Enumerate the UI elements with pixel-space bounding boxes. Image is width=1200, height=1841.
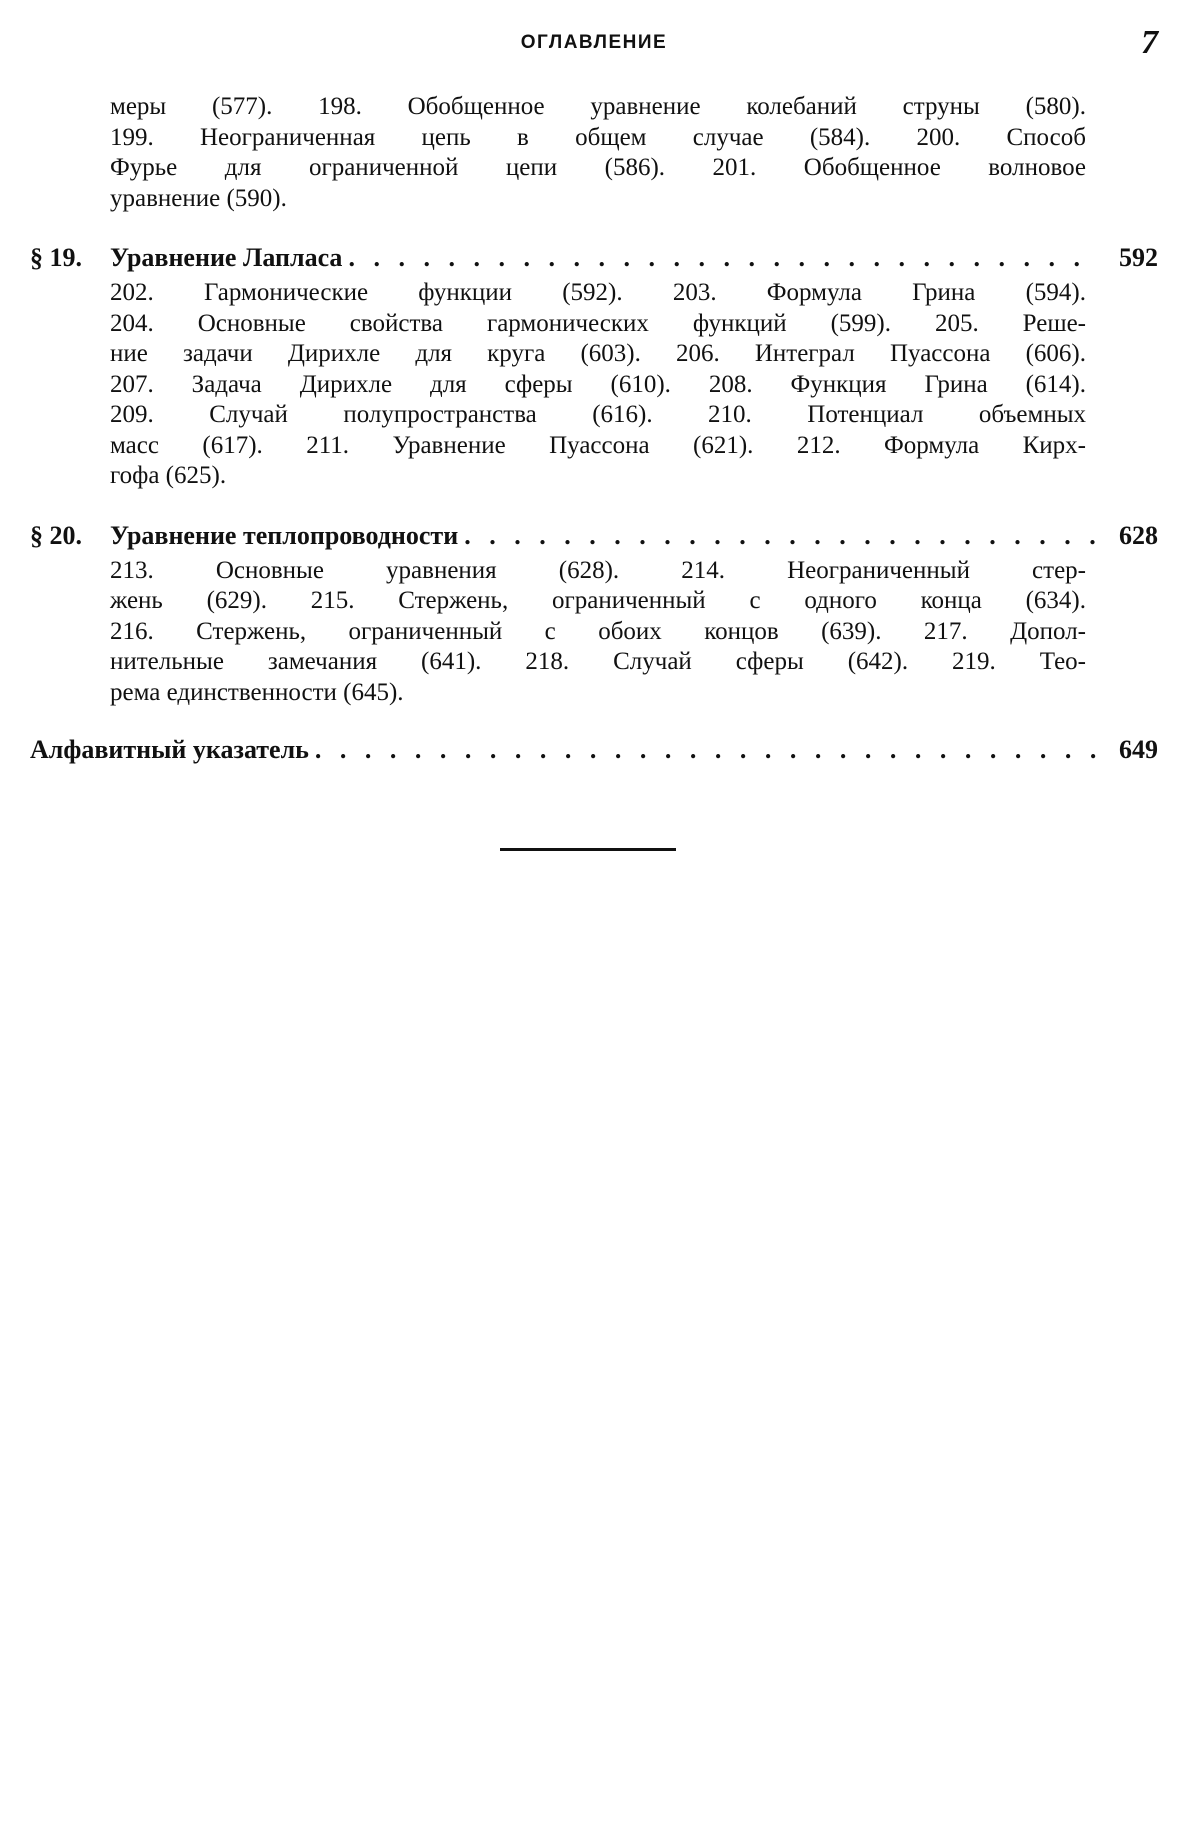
toc-entry-heading[interactable] [30, 242, 1158, 274]
section-page-number: 628 [1119, 520, 1158, 550]
subsection-line: рема единственности (645). [110, 678, 404, 706]
index-page-number: 649 [1119, 735, 1158, 764]
continuation-line: уравнение (590). [110, 184, 287, 212]
continuation-paragraph [30, 92, 1158, 214]
continuation-line: 199. Неограниченная цепь в общем случае (584). 200. Способ [110, 123, 1086, 151]
subsection-line: ние задачи Дирихле для круга (603). 206. Интеграл Пуассона (606). [110, 340, 1086, 367]
running-title: ОГЛАВЛЕНИЕ [520, 32, 668, 53]
toc-entry-section-20 [30, 520, 1158, 709]
continuation-line: Фурье для ограниченной цепи (586). 201. Обобщенное волновое [110, 154, 1086, 181]
section-number: § 20. [30, 520, 82, 550]
index-title: Алфавитный указатель [30, 735, 309, 764]
section-title: Уравнение теплопроводности [110, 520, 459, 550]
toc-entry-index[interactable] [30, 734, 1158, 766]
toc-entry-section-19 [30, 242, 1158, 492]
subsection-line: 216. Стержень, ограниченный с обоих концов (639). 217. Допол- [110, 617, 1086, 645]
dot-leader [348, 242, 1098, 274]
subsection-list [30, 278, 1158, 492]
table-of-contents [30, 92, 1158, 770]
subsection-line: 202. Гармонические функции (592). 203. Формула Грина (594). [110, 279, 1086, 306]
section-number: § 19. [30, 243, 82, 272]
subsection-line: 209. Случай полупространства (616). 210. Потенциал объемных [110, 401, 1086, 428]
end-divider [500, 848, 676, 851]
toc-entry-heading[interactable] [30, 520, 1158, 552]
section-title: Уравнение Лапласа [110, 243, 343, 272]
subsection-line: 204. Основные свойства гармонических функций (599). 205. Реше- [110, 309, 1086, 337]
subsection-list [30, 556, 1158, 709]
subsection-line: жень (629). 215. Стержень, ограниченный с одного конца (634). [110, 587, 1086, 614]
subsection-line: гофа (625). [110, 462, 227, 489]
section-page-number: 592 [1119, 243, 1158, 272]
dot-leader [464, 520, 1098, 552]
continuation-line: меры (577). 198. Обобщенное уравнение колебаний струны (580). [110, 93, 1086, 120]
running-head [30, 24, 1158, 64]
page-number: 7 [1141, 24, 1158, 61]
dot-leader [315, 734, 1098, 766]
subsection-line: масс (617). 211. Уравнение Пуассона (621). 212. Формула Кирх- [110, 431, 1086, 459]
subsection-line: 207. Задача Дирихле для сферы (610). 208. Функция Грина (614). [110, 370, 1086, 398]
subsection-line: 213. Основные уравнения (628). 214. Неограниченный стер- [110, 556, 1086, 584]
subsection-line: нительные замечания (641). 218. Случай сферы (642). 219. Тео- [110, 648, 1086, 675]
